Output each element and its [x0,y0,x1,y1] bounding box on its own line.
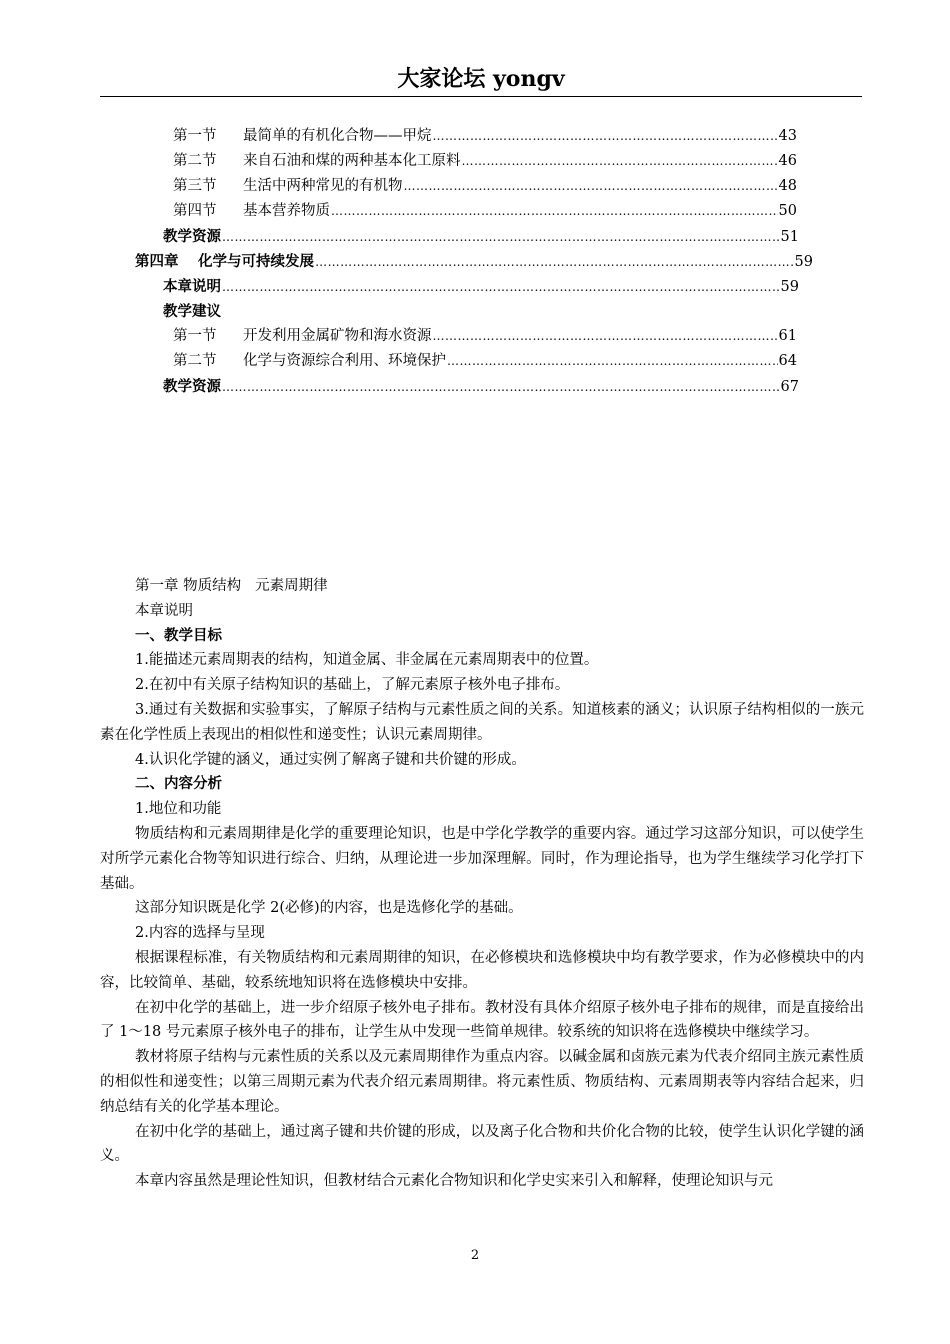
paragraph: 物质结构和元素周期律是化学的重要理论知识，也是中学化学教学的重要内容。通过学习这部分知识，可以使学生对所学元素化合物等知识进行综合、归纳，从理论进一步加深理解。同时，作为理论指导，也为学生继续学习化学打下基础。 [100,825,864,892]
paragraph: 这部分知识既是化学 2(必修)的内容，也是选修化学的基础。 [135,900,523,917]
page-number: 2 [470,1248,480,1263]
toc-section-number: 第一节 [173,328,217,344]
toc-leader [331,199,778,224]
toc-entry[interactable] [0,199,950,224]
toc-leader [222,225,780,250]
paragraph: 2.在初中有关原子结构知识的基础上，了解元素原子核外电子排布。 [135,677,570,694]
toc-title: 最简单的有机化合物——甲烷 [243,128,432,144]
toc-entry[interactable] [0,349,950,374]
toc-entry[interactable] [0,374,950,399]
toc-title: 化学与资源综合利用、环境保护 [243,353,446,369]
table-of-contents [0,124,950,399]
chapter-subtitle: 元素周期律 [255,578,328,594]
toc-page-number: 59 [780,279,799,295]
toc-section-number: 第二节 [173,353,217,369]
toc-page-number: 64 [778,353,797,369]
paragraph: 4.认识化学键的涵义，通过实例了解离子键和共价键的形成。 [135,751,526,768]
toc-entry[interactable] [0,274,950,299]
toc-section-number: 第一节 [173,128,217,144]
paragraph: 根据课程标准，有关物质结构和元素周期律的知识，在必修模块和选修模块中均有教学要求，作为必修模块中的内容，比较简单、基础，较系统地知识将在选修模块中安排。 [100,949,864,991]
toc-page-number: 59 [794,254,813,270]
header-rule [100,96,862,97]
toc-page-number: 46 [778,153,797,169]
toc-entry[interactable] [0,124,950,149]
subsection-heading: 2.内容的选择与呈现 [135,925,265,942]
toc-leader [404,174,778,199]
toc-page-number: 51 [780,229,799,245]
paragraph: 3.通过有关数据和实验事实，了解原子结构与元素性质之间的关系。知道核素的涵义；认识原子结构相似的一族元素在化学性质上表现出的相似性和递变性；认识元素周期律。 [100,701,864,743]
body-text [100,574,864,1194]
toc-leader [315,250,793,275]
toc-title: 基本营养物质 [243,203,330,219]
section-heading: 一、教学目标 [135,626,222,644]
toc-title: 生活中两种常见的有机物 [243,178,403,194]
toc-entry[interactable] [0,324,950,349]
toc-entry[interactable] [0,149,950,174]
toc-section-number: 第三节 [173,178,217,194]
toc-leader [447,349,778,374]
toc-title: 教学建议 [163,303,221,320]
toc-section-number: 第四节 [173,203,217,219]
toc-leader [433,324,778,349]
toc-leader [462,149,778,174]
toc-title: 本章说明 [163,278,221,295]
header-title: 大家论坛 yongv [397,66,565,92]
toc-page-number: 50 [778,203,797,219]
paragraph: 1.能描述元素周期表的结构，知道金属、非金属在元素周期表中的位置。 [135,652,599,669]
chapter-heading [100,574,864,599]
toc-entry[interactable] [0,224,950,249]
toc-page-number: 67 [780,379,799,395]
toc-title: 来自石油和煤的两种基本化工原料 [243,153,461,169]
toc-entry[interactable] [0,299,950,324]
chapter-title: 第一章 物质结构 [135,578,242,594]
toc-chapter-title: 第四章 化学与可持续发展 [135,253,315,270]
toc-title: 教学资源 [163,228,221,245]
toc-section-number: 第二节 [173,153,217,169]
section-heading: 二、内容分析 [135,775,222,793]
toc-title: 教学资源 [163,378,221,395]
toc-leader [222,275,780,300]
toc-entry[interactable] [0,174,950,199]
toc-page-number: 61 [778,328,797,344]
toc-leader [222,375,780,400]
toc-page-number: 43 [778,128,797,144]
paragraph: 本章内容虽然是理论性知识，但教材结合元素化合物知识和化学史实来引入和解释，使理论知识与元 [135,1173,773,1190]
chapter-explain: 本章说明 [135,602,193,619]
toc-chapter-entry[interactable] [0,249,950,274]
subsection-heading: 1.地位和功能 [135,801,222,818]
toc-leader [433,124,778,149]
paragraph: 在初中化学的基础上，进一步介绍原子核外电子排布。教材没有具体介绍原子核外电子排布的规律，而是直接给出了 1～18 号元素原子核外电子的排布，让学生从中发现一些简单规律。较系统的知识将在选修模块中继续学习。 [100,999,864,1041]
toc-page-number: 48 [778,178,797,194]
toc-title: 开发利用金属矿物和海水资源 [243,328,432,344]
paragraph: 在初中化学的基础上，通过离子键和共价键的形成，以及离子化合物和共价化合物的比较，使学生认识化学键的涵义。 [100,1123,864,1165]
paragraph: 教材将原子结构与元素性质的关系以及元素周期律作为重点内容。以碱金属和卤族元素为代表介绍同主族元素性质的相似性和递变性；以第三周期元素为代表介绍元素周期律。将元素性质、物质结构、元素周期表等内容结合起来，归纳总结有关的化学基本理论。 [100,1049,864,1115]
